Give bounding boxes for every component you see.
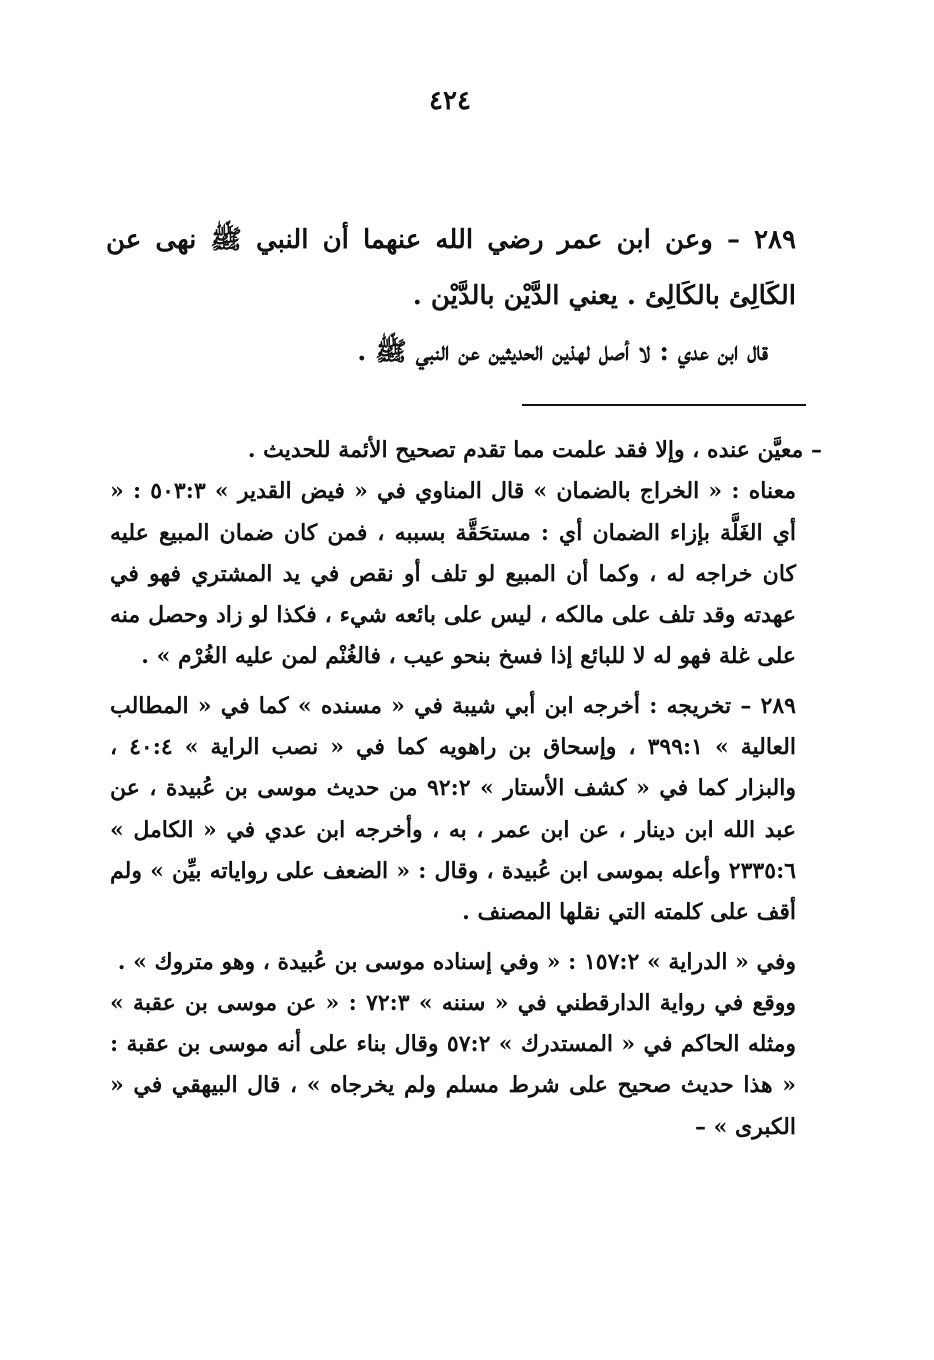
meaning-text: « الخراج بالضمان » قال المناوي في « فيض القدير » ٥٠٣:٣ : « أي الغَلَّة بإزاء الضمان أي : مستحَقَّة بسببه ، فمن كان ضمان المبيع عليه كان خراجه له ، وكما أن المبيع لو تلف أو نقص في يد المشتري فهو في عهدته وقد تلف على مالكه ، ليس على بائعه شيء ، فكذا لو زاد وحصل منه على غلة فهو له لا للبائع إذا فسخ بنحو عيب ، فالغُنْم لمن عليه الغُرْم » .: [110, 478, 796, 670]
daraqutni-paragraph: ووقع في رواية الدارقطني في « سننه » ٧٢:٣ : « عن موسى بن عقبة » ومثله الحاكم في « المستدرك » ٥٧:٢ وقال بناء على أنه موسى بن عقبة : « هذا حديث صحيح على شرط مسلم ولم يخرجاه » ، قال البيهقي في « الكبرى » –: [110, 989, 797, 1140]
ibn-adi-comment: قال ابن عدي : لا أصل لهذين الحديثين عن النبي ﷺ .: [357, 337, 768, 367]
hadith-289-text: ٢٨٩ – وعن ابن عمر رضي الله عنهما أن النبي ﷺ نهى عن الكَالِئ بالكَالِئ . يعني الدَّيْن بالدَّيْن .: [106, 225, 796, 311]
footnote-divider: [522, 404, 806, 406]
diraya-paragraph: وفي « الدراية » ١٥٧:٢ : « وفي إسناده موسى بن عُبيدة ، وهو متروك » .: [117, 948, 796, 975]
meaning-lead: معناه :: [731, 478, 796, 505]
takhrij-text: أخرجه ابن أبي شيبة في « مسنده » كما في « المطالب العالية » ٣٩٩:١ ، وإسحاق بن راهويه كما في « نصب الراية » ٤٠:٤ ، والبزار كما في « كشف الأستار » ٩٢:٢ من حديث موسى بن عُبيدة ، عن عبد الله ابن دينار ، عن ابن عمر ، به ، وأخرجه ابن عدي في « الكامل » ٢٣٣٥:٦ وأعله بموسى ابن عُبيدة ، وقال : « الضعف على رواياته بيِّن » ولم أقف على كلمته التي نقلها المصنف .: [110, 692, 796, 926]
takhrij-paragraph: [110, 686, 822, 934]
main-text-block: [106, 212, 796, 380]
meaning-paragraph: [110, 471, 822, 677]
footnote-continuation: – معيَّن عنده ، وإلا فقد علمت مما تقدم تصحيح الأئمة للحديث .: [247, 437, 822, 463]
page-number: ٤٢٤: [429, 86, 471, 116]
footnotes-block: [110, 430, 822, 1148]
takhrij-lead: ٢٨٩ – تخريجه :: [649, 692, 796, 719]
